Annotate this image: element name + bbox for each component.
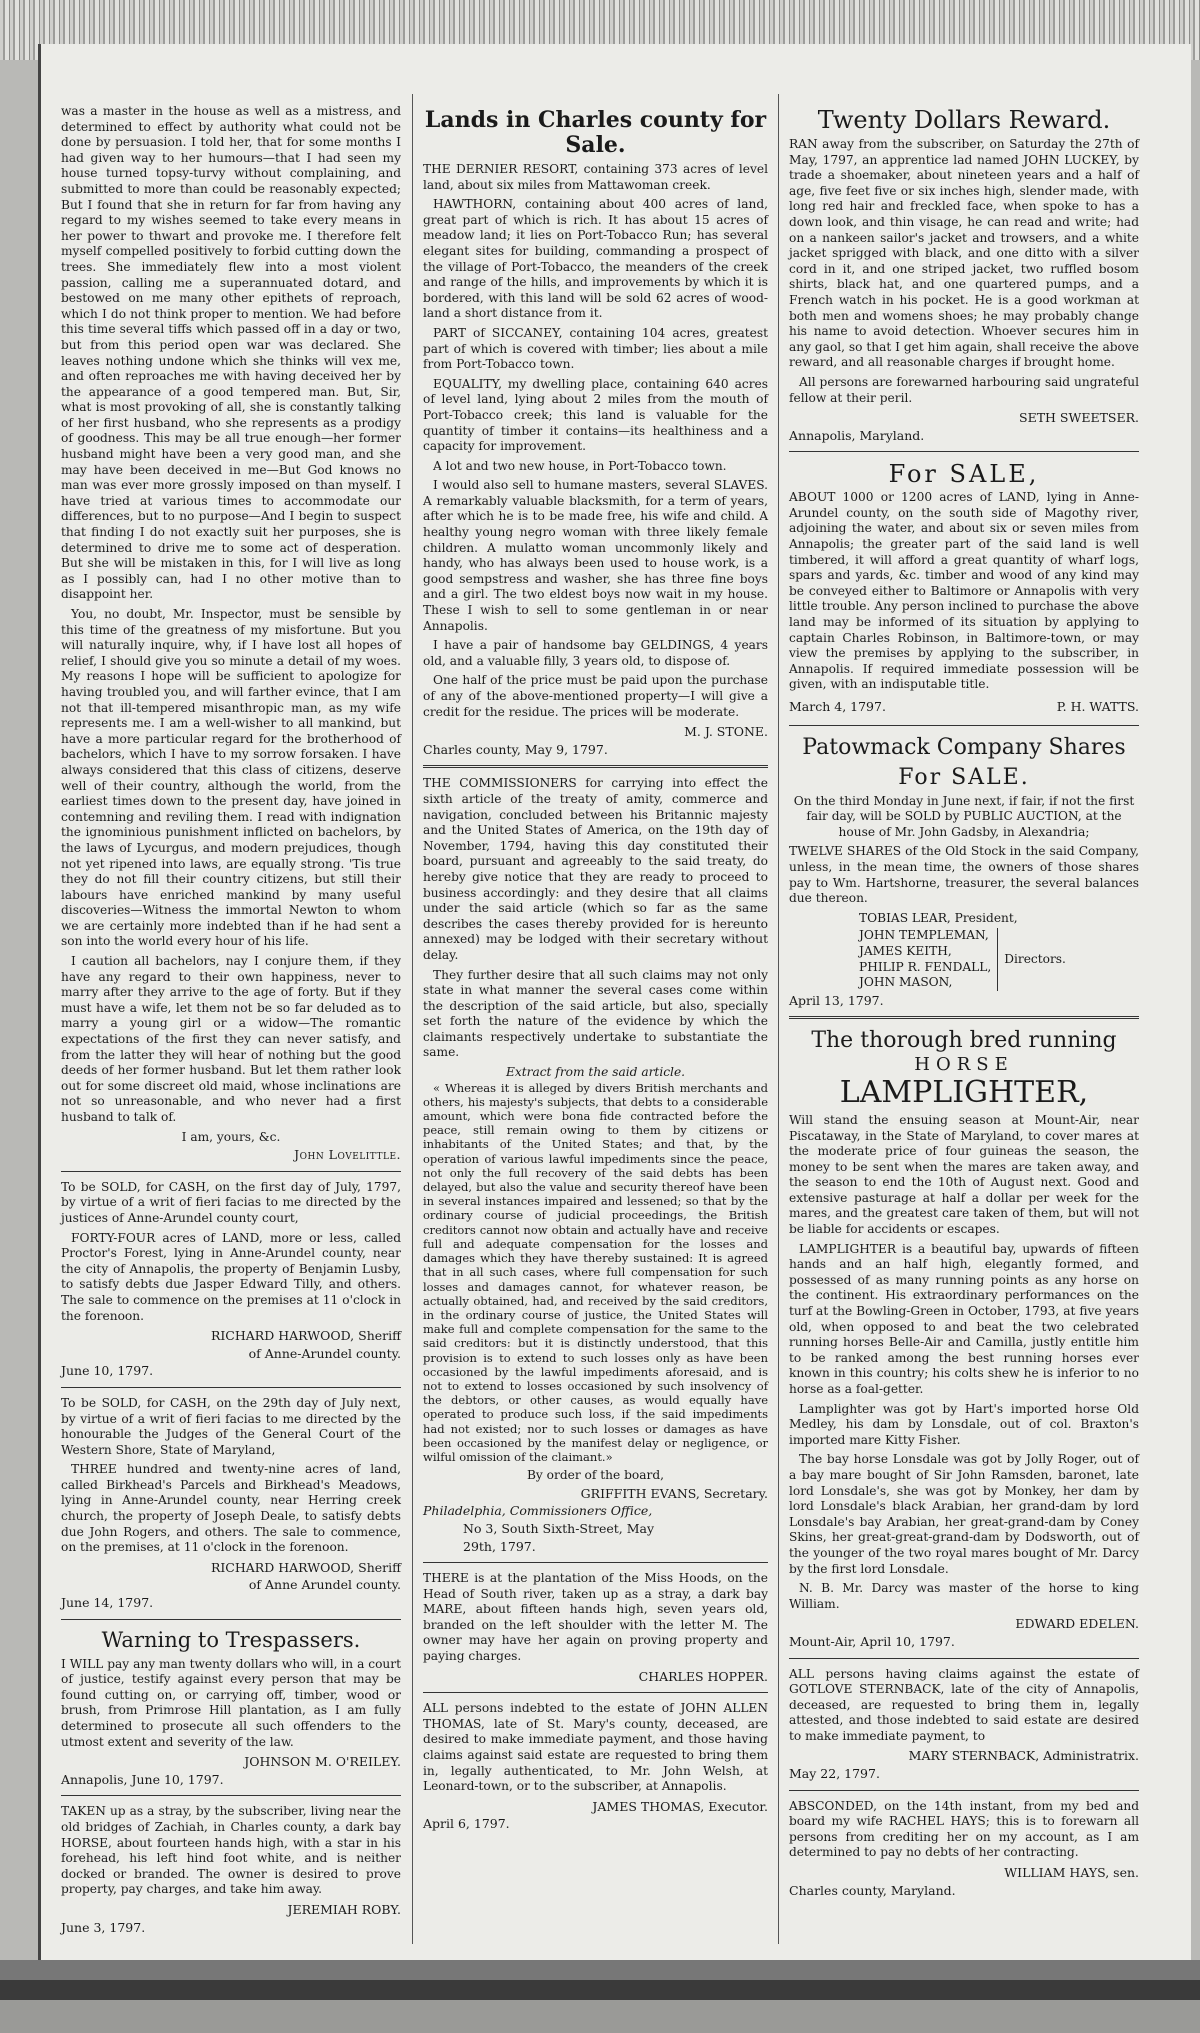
ad-intro: To be SOLD, for CASH, on the first day of July, 1797, by virtue of a writ of fieri facias to me directed by the justices of Anne-Arundel county court, [61,1179,401,1225]
essay-paragraph: was a master in the house as well as a mistress, and determined to effect by authority what could not be done by persuasion. I told her, that for some months I had given way to her humours—that I had seen my house turned topsy-turvy without complaining, and submitted to more than could be reasonably expected; But I found that she in return for far from having any regard to my wishes seemed to take every means in her power to thwart and provoke me. I therefore felt myself compelled positively to forbid cutting down the trees. She immediately flew into a most violent passion, calling me a superannuated dotard, and bestowed on me many other epithets of reproach, which I do not think proper to mention. We had before this time several tiffs which passed off in a day or two, but from this period open war was declared. She leaves nothing undone which she thinks will vex me, and often reproaches me with having deceived her by the appearance of a good tempered man. But, Sir, what is most provoking of all, she is constantly talking of her first husband, who she represents as a prodigy of goodness. This may be all true enough—her former husband might have been a very good man, and she may have been deceived in me—But God knows no man was ever more grossly imposed on than myself. I have tried at various times to accommodate our differences, but to no purpose—And I begin to suspect that finding I do not exactly suit her purposes, she is determined to drive me to some act of desperation. But she will be mistaken in this, for I will live as long as I possibly can, had I no other motive than to disappoint her. [61,104,401,602]
ad-sheriff-sale-birkhead [61,1396,401,1611]
essay-paragraph: I caution all bachelors, nay I conjure them, if they have any regard to their own happiness, never to marry after they arrive to the age of forty. But if they must have a wife, let them not be so far deluded as to marry a young girl or a widow—The romantic expectations of the first they can never satisfy, and from the latter they will hear of nothing but the good deeds of her former husband. But let them rather look out for some discreet old maid, whose inclinations are not so unreasonable, and who never had a first husband to talk of. [61,954,401,1124]
director-name: PHILIP R. FENDALL, [859,959,992,974]
ad-date: June 3, 1797. [61,1919,146,1935]
ad-estate-sternback [789,1667,1139,1782]
director-name: JOHN TEMPLEMAN, [859,928,989,943]
directors-label: Directors. [1004,951,1066,966]
ad-paragraph: EQUALITY, my dwelling place, containing 640 acres of level land, lying about 2 miles from the mouth of Port-Tobacco creek; this land is valuable for the quantity of timber it contains—its healthiness and a capacity for improvement. [423,376,768,454]
ad-stray-mare [423,1571,768,1684]
ad-paragraph: LAMPLIGHTER is a beautiful bay, upwards of fifteen hands and an half high, elegantly formed, and possessed of as many running points as any horse on the continent. His extraordinary performances on the turf at the Bowling-Green in October, 1793, at five years old, when opposed to and beat the two celebrated running horses Belle-Air and Camilla, justly entitle him to be ranked among the best running horses ever known in this country; his colts shew he is inferior to no horse as a foal-getter. [789,1241,1139,1396]
ad-paragraph: I would also sell to humane masters, several SLAVES. A remarkably valuable blacksmith, for a term of years, after which he is to be made free, his wife and child. A healthy young negro woman with three likely female children. A mulatto woman uncommonly likely and handy, who has always been used to house work, is a good sempstress and washer, she has three fine boys and a girl. The two eldest boys now wait in my house. These I wish to sell to some gentleman in or near Annapolis. [423,478,768,633]
ad-paragraph: Will stand the ensuing season at Mount-Air, near Piscataway, in the State of Maryland, to cover mares at the moderate price of four guineas the season, the money to be sent when the mares are taken away, and the season to end the 10th of August next. Good and extensive pasturage at half a dollar per week for the mares, and the greatest care taken of them, but will not be liable for accidents or escapes. [789,1112,1139,1237]
ad-title: Twenty Dollars Reward. [817,106,1111,134]
bachelor-essay [61,104,401,1163]
ad-paragraph: N. B. Mr. Darcy was master of the horse to king William. [789,1581,1139,1611]
ad-signature: RICHARD HARWOOD, Sheriff [210,1328,401,1344]
ad-place: Charles county, Maryland. [789,1882,956,1898]
ad-twenty-dollars-reward [789,108,1139,443]
ad-date: April 13, 1797. [789,992,884,1008]
ad-order-line: By order of the board, [526,1468,665,1483]
ad-commissioners-notice [423,776,768,1554]
ad-signature-title: of Anne-Arundel county. [248,1345,401,1361]
ad-body: ABOUT 1000 or 1200 acres of LAND, lying in Anne-Arundel county, on the south side of Magothy river, adjoining the water, and about six or seven miles from Annapolis; the greater part of the said land is well timbered, it will afford a great quantity of wharf logs, spars and yards, &c. timber and wood of any kind may be conveyed either to Baltimore or Annapolis with very little trouble. Any person inclined to purchase the above land may be informed of its situation by applying to captain Charles Robinson, in Baltimore-town, or may view the premises by applying to the subscriber, in Annapolis. If required immediate possession will be given, with an indisputable title. [789,490,1139,692]
ad-paragraph: One half of the price must be paid upon the purchase of any of the above-mentioned property—I will give a credit for the residue. The prices will be moderate. [423,673,768,719]
ad-signature: JEREMIAH ROBY. [287,1901,401,1917]
divider [789,1658,1139,1659]
ad-subtitle: HORSE [914,1054,1014,1076]
column-left [61,104,401,1937]
ad-warning-trespassers [61,1628,401,1788]
essay-closing: I am, yours, &c. [181,1129,281,1144]
ad-signature: GRIFFITH EVANS, Secretary. [580,1485,768,1501]
ad-signature-title: of Anne Arundel county. [248,1577,401,1593]
ad-intro: On the third Monday in June next, if fair, if not the first fair day, will be SOLD by PUBLIC AUCTION, at the house of Mr. John Gadsby, in Alexandria; [793,793,1135,839]
ad-body: TWELVE SHARES of the Old Stock in the said Company, unless, in the mean time, the owners of those shares pay to Wm. Hartshorne, treasurer, the several balances due thereon. [789,844,1139,906]
ad-signature: RICHARD HARWOOD, Sheriff [210,1559,401,1575]
ad-signature: SETH SWEETSER. [1019,410,1139,426]
divider [61,1171,401,1172]
ad-date: March 4, 1797. [789,699,886,714]
ad-sheriff-sale-proctors-forest [61,1180,401,1379]
ad-body: TAKEN up as a stray, by the subscriber, living near the old bridges of Zachiah, in Charles county, a dark bay HORSE, about fourteen hands high, with a star in his forehead, his left hind foot white, and is neither docked or branded. The owner is desired to prove property, pay charges, and take him away. [61,1804,401,1897]
divider [423,1692,768,1693]
ad-signature: JOHNSON M. O'REILEY. [244,1754,401,1770]
ad-absconded-wife [789,1799,1139,1899]
ad-date: April 6, 1797. [423,1816,510,1832]
divider [789,1016,1139,1019]
ad-date: Mount-Air, April 10, 1797. [789,1633,955,1649]
divider [789,451,1139,452]
essay-signature: John Lovelittle. [294,1147,401,1163]
ad-stray-horse [61,1804,401,1935]
ad-body: ALL persons having claims against the estate of GOTLOVE STERNBACK, late of the city of Annapolis, deceased, are requested to bring them in, legally attested, and those indebted to said estate are desired to make immediate payment, to [789,1666,1139,1743]
director-name: JAMES KEITH, [859,943,952,958]
ad-paragraph: The bay horse Lonsdale was got by Jolly Roger, out of a bay mare bought of Sir John Ramsden, baronet, late lord Lonsdale's, she was got by Monkey, her dam by lord Lonsdale's black Arabian, her grand-dam by lord Lonsdale's bay Arabian, her great-grand-dam by Coney Skins, her great-great-grand-dam by Dodsworth, out of the younger of the two royal mares bought of Mr. Darcy by the first lord Lonsdale. [789,1452,1139,1576]
ad-paragraph: A lot and two new house, in Port-Tobacco town. [433,458,727,473]
column-rule [778,94,779,1944]
ad-paragraph: Lamplighter was got by Hart's imported horse Old Medley, his dam by Lonsdale, out of col. Braxton's imported mare Kitty Fisher. [789,1401,1139,1447]
column-right [789,104,1139,1900]
ad-signature: M. J. STONE. [684,724,768,740]
ad-footer [789,697,1139,717]
ad-president: TOBIAS LEAR, President, [859,910,1018,925]
ad-estate-thomas [423,1701,768,1832]
ad-signature: P. H. WATTS. [1056,699,1139,714]
essay-paragraph: You, no doubt, Mr. Inspector, must be sensible by this time of the greatness of my misfortune. But you will naturally inquire, why, if I have lost all hopes of relief, I should give you so minute a detail of my woes. My reasons I hope will be sufficient to apologize for having troubled you, and will farther evince, that I am not that ill-tempered misanthropic man, as my wife represents me. I am a well-wisher to all mankind, but have a more particular regard for the brotherhood of bachelors, which I have to my sorrow forsaken. I have always considered that this class of citizens, deserve well of their country, although the world, from the earliest times down to the present day, have joined in contemning and reviling them. I read with indignation the ignominious punishment inflicted on bachelors, by the laws of Lycurgus, and modern prejudices, though not yet ripened into laws, are equally strong. 'Tis true they do not fill their country citizens, but still their labours have enriched mankind by many useful discoveries—Witness the immortal Newton to whom we are certainly more indebted than if he had sent a son into the world every hour of his life. [61,607,401,949]
ad-body: FORTY-FOUR acres of LAND, more or less, called Proctor's Forest, lying in Anne-Arundel county, near the city of Annapolis, the property of Benjamin Lusby, to satisfy debts due Jasper Edward Tilly, and others. The sale to commence on the premises at 11 o'clock in the forenoon. [61,1230,401,1323]
ad-body: ALL persons indebted to the estate of JOHN ALLEN THOMAS, late of St. Mary's county, deceased, are desired to make immediate payment, and those having claims against said estate are requested to bring them in, legally authenticated, to Mr. John Welsh, at Leonard-town, or to the subscriber, at Annapolis. [423,1701,768,1794]
ad-signature: EDWARD EDELEN. [1015,1616,1139,1632]
ad-signature: WILLIAM HAYS, sen. [1004,1865,1139,1881]
director-name: JOHN MASON, [859,975,953,990]
column-rule [412,94,413,1944]
column-middle [423,104,768,1834]
ad-warning: All persons are forewarned harbouring said ungrateful fellow at their peril. [789,374,1139,405]
ad-date: June 14, 1797. [61,1595,154,1611]
ad-paragraph: THE COMMISSIONERS for carrying into effect the sixth article of the treaty of amity, commerce and navigation, concluded between his Britannic majesty and the United States of America, on the 19th day of November, 1794, having this day constituted their board, pursuant and agreeably to the said treaty, do hereby give notice that they are ready to proceed to business accordingly: and they desire that all claims under the said article (which so far as the same describes the cases thereby provided for is hereunto annexed) may be lodged with their secretary without delay. [423,776,768,962]
ad-place: No 3, South Sixth-Street, May [463,1520,655,1536]
ad-paragraph: PART of SICCANEY, containing 104 acres, greatest part of which is covered with timber; lies about a mile from Port-Tobacco town. [423,325,768,372]
ad-directors-group [859,928,1139,990]
ad-paragraph: THE DERNIER RESORT, containing 373 acres of level land, about six miles from Mattawoman creek. [423,162,768,192]
ad-date: May 22, 1797. [789,1766,880,1782]
divider [61,1619,401,1620]
ad-date: Annapolis, Maryland. [789,427,925,443]
ad-title: Lands in Charles county for Sale. [424,107,767,158]
ad-land-for-sale [789,460,1139,716]
ad-title: The thorough bred running [811,1028,1117,1054]
divider [789,1790,1139,1791]
scan-bottom-edge [0,1960,1200,2033]
ad-signature: MARY STERNBACK, Administratrix. [908,1748,1139,1764]
ad-subtitle: For SALE. [898,764,1030,790]
divider [789,725,1139,726]
ad-horse-lamplighter [789,1027,1139,1649]
divider [61,1795,401,1796]
ad-paragraph: I have a pair of handsome bay GELDINGS, 4 years old, and a valuable filly, 3 years old, to dispose of. [423,638,768,668]
ad-body: I WILL pay any man twenty dollars who will, in a court of justice, testify against every person that may be found cutting on, or carrying off, timber, wood or brush, from Primrose Hill plantation, as I am fully determined to prosecute all such offenders to the utmost extent and severity of the law. [61,1656,401,1749]
divider [423,1562,768,1563]
ad-date: Charles county, May 9, 1797. [423,741,608,757]
extract-body: « Whereas it is alleged by divers British merchants and others, his majesty's subjects, that debts to a considerable amount, which were bona fide contracted before the peace, still remain owing to them by citizens or inhabitants of the United States; and that, by the operation of various lawful impediments since the peace, not only the full recovery of the said debts has been delayed, but also the value and security thereof have been in several instances impaired and lessened; so that by the ordinary course of judicial proceedings, the British creditors cannot now obtain and actually have and receive full and adequate compensation for the losses and damages which they have thereby sustained: It is agreed that in all such cases, where full compensation for such losses and damages cannot, for whatever reason, be actually obtained, had, and received by the said creditors, in the ordinary course of justice, the United States will make full and complete compensation for the same to the said creditors: but it is distinctly understood, that this provision is to extend to such losses only as have been occasioned by the lawful impediments aforesaid, and is not to extend to losses occasioned by such insolvency of the debtors, or other causes, as would equally have operated to produce such loss, if the said impediments had not existed; nor to such losses or damages as have been occasioned by the manifest delay or negligence, or wilful omission of the claimant.» [423,1080,768,1464]
divider [423,765,768,768]
ad-title: Warning to Trespassers. [101,1627,361,1652]
divider [61,1387,401,1388]
ad-title: For SALE, [888,460,1040,489]
ad-patowmack-shares [789,734,1139,1009]
ad-lands-charles-county [423,108,768,757]
ad-body: THREE hundred and twenty-nine acres of land, called Birkhead's Parcels and Birkhead's Meadows, lying in Anne-Arundel county, near Herring creek church, the property of Joseph Deale, to satisfy debts due John Rogers, and others. The sale to commence, on the premises, at 11 o'clock in the forenoon. [61,1462,401,1555]
newspaper-page [38,44,1191,1962]
ad-place: 29th, 1797. [463,1538,536,1554]
ad-body: ABSCONDED, on the 14th instant, from my bed and board my wife RACHEL HAYS; this is to forewarn all persons from crediting her on my account, as I am determined to pay no debts of her contracting. [789,1798,1139,1860]
ad-signature: JAMES THOMAS, Executor. [592,1798,768,1814]
ad-body: RAN away from the subscriber, on Saturday the 27th of May, 1797, an apprentice lad named JOHN LUCKEY, by trade a shoemaker, about nineteen years and a half of age, five feet five or six inches high, slender made, with long red hair and freckled face, when spoke to has a down look, and thin visage, he can read and write; had on a nankeen sailor's jacket and trowsers, and a white jacket sprigged with black, and one ditto with a silver cord in it, and one striped jacket, two ruffled bosom shirts, black hat, and one quartered pumps, and a French watch in his pocket. He is a good workman at both men and womens shoes; he may probably change his name to avoid detection. Whoever secures him in any gaol, so that I get him again, shall receive the above reward, and all reasonable charges if brought home. [789,137,1139,370]
ad-body: THERE is at the plantation of the Miss Hoods, on the Head of South river, taken up as a stray, a dark bay MARE, about fifteen hands high, seven years old, branded on the left shoulder with the letter M. The owner may have her again on proving property and paying charges. [423,1571,768,1664]
extract-heading: Extract from the said article. [505,1065,686,1080]
ad-intro: To be SOLD, for CASH, on the 29th day of July next, by virtue of a writ of fieri facias to me directed by the honourable the Judges of the General Court of the Western Shore, State of Maryland, [61,1395,401,1457]
directors-list [859,928,998,990]
ad-paragraph: HAWTHORN, containing about 400 acres of land, great part of which is rich. It has about 15 acres of meadow land; it lies on Port-Tobacco Run; has several elegant sites for building, commanding a prospect of the village of Port-Tobacco, the meanders of the creek and range of the hills, and improvements by which it is bordered, with this land will be sold 62 acres of wood-land a short distance from it. [423,197,768,321]
ad-place: Philadelphia, Commissioners Office, [423,1503,653,1519]
ad-title: Patowmack Company Shares [802,734,1126,760]
ad-horse-name: LAMPLIGHTER, [839,1074,1089,1110]
ad-paragraph: They further desire that all such claims may not only state in what manner the several cases come within the description of the said article, but also, specially set forth the nature of the evidence by which the claimants respectively undertake to substantiate the same. [423,967,768,1060]
ad-signature: CHARLES HOPPER. [638,1668,768,1684]
ad-date: Annapolis, June 10, 1797. [61,1771,224,1787]
ad-date: June 10, 1797. [61,1363,154,1379]
